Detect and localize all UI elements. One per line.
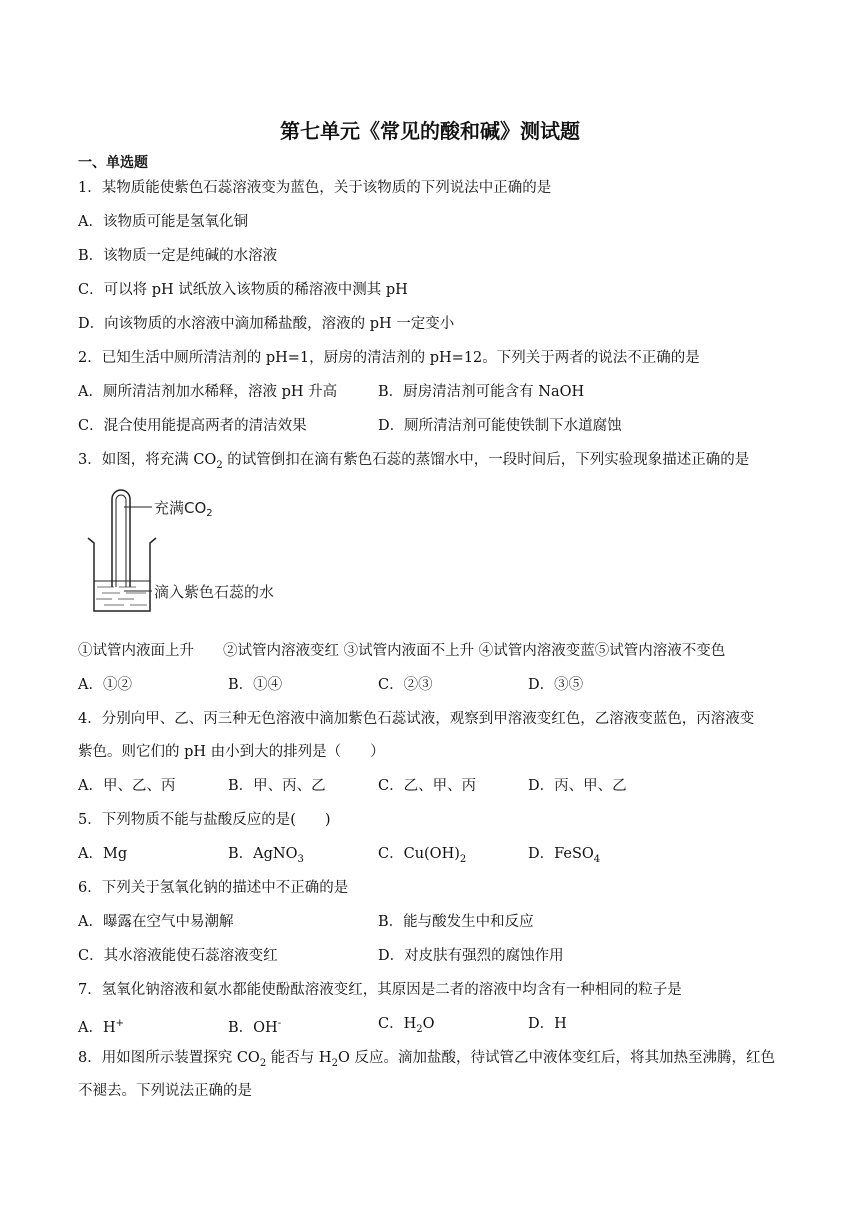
inverted-test-tube-figure bbox=[84, 483, 324, 618]
question-1-option-d: D．向该物质的水溶液中滴加稀盐酸，溶液的 pH 一定变小 bbox=[78, 316, 455, 332]
question-7-option-c: C．$H_2O$ bbox=[378, 1016, 435, 1035]
question-5-option-a: A．Mg bbox=[78, 846, 128, 862]
question-5-option-c: C．$Cu(OH)_2$ bbox=[378, 846, 467, 865]
page-title: 第七单元《常见的酸和碱》测试题 bbox=[280, 119, 580, 143]
question-7-option-a: A．H+ bbox=[78, 1018, 125, 1036]
question-4-option-a: A．甲、乙、丙 bbox=[78, 778, 176, 794]
question-3-statements: ①试管内液面上升 ②试管内溶液变红 ③试管内液面不上升 ④试管内溶液变蓝⑤试管内溶液不变色 bbox=[78, 643, 726, 659]
figure-label-co2: 充满$CO_2$ bbox=[154, 499, 213, 519]
question-1-option-a: A．该物质可能是氢氧化铜 bbox=[78, 214, 248, 230]
question-2-stem: 2．已知生活中厕所清洁剂的 pH=1，厨房的清洁剂的 pH=12。下列关于两者的说法不正确的是 bbox=[78, 350, 700, 366]
question-7-option-d: D．H bbox=[528, 1016, 567, 1032]
question-6-stem: 6．下列关于氢氧化钠的描述中不正确的是 bbox=[78, 880, 349, 896]
question-3-option-d: D．③⑤ bbox=[528, 677, 584, 693]
question-3-option-c: C．②③ bbox=[378, 677, 433, 693]
question-1-option-b: B．该物质一定是纯碱的水溶液 bbox=[78, 248, 278, 264]
question-2-option-d: D．厕所清洁剂可能使铁制下水道腐蚀 bbox=[378, 418, 622, 434]
question-1-option-c: C．可以将 pH 试纸放入该物质的稀溶液中测其 pH bbox=[78, 282, 408, 298]
question-8-stem-line-1: 8．用如图所示装置探究 $CO_2$ 能否与 $H_2O$ 反应。滴加盐酸，待试管乙中液体变红后，将其加热至沸腾，红色 bbox=[78, 1050, 775, 1069]
question-4-option-c: C．乙、甲、丙 bbox=[378, 778, 477, 794]
question-3-option-b: B．①④ bbox=[228, 677, 283, 693]
question-4-stem-line-1: 4．分别向甲、乙、丙三种无色溶液中滴加紫色石蕊试液，观察到甲溶液变红色，乙溶液变蓝色，丙溶液变 bbox=[78, 711, 755, 727]
question-3-stem: 3．如图，将充满 $CO_2$ 的试管倒扣在滴有紫色石蕊的蒸馏水中，一段时间后，下列实验现象描述正确的是 bbox=[78, 452, 750, 471]
question-6-option-d: D．对皮肤有强烈的腐蚀作用 bbox=[378, 948, 564, 964]
question-6-option-b: B．能与酸发生中和反应 bbox=[378, 914, 534, 930]
question-4-option-b: B．甲、丙、乙 bbox=[228, 778, 326, 794]
question-2-option-a: A．厕所清洁剂加水稀释，溶液 pH 升高 bbox=[78, 384, 338, 400]
question-3-option-a: A．①② bbox=[78, 677, 132, 693]
question-2-option-b: B．厨房清洁剂可能含有 NaOH bbox=[378, 384, 585, 400]
question-5-option-d: D．FeSO$_4$ bbox=[528, 846, 601, 865]
question-4-stem-line-2: 紫色。则它们的 pH 由小到大的排列是（ ） bbox=[78, 744, 385, 760]
question-6-option-c: C．其水溶液能使石蕊溶液变红 bbox=[78, 948, 278, 964]
question-6-option-a: A．曝露在空气中易潮解 bbox=[78, 914, 234, 930]
question-5-stem: 5．下列物质不能与盐酸反应的是( ) bbox=[78, 812, 331, 828]
question-4-option-d: D．丙、甲、乙 bbox=[528, 778, 627, 794]
question-1-stem: 1．某物质能使紫色石蕊溶液变为蓝色，关于该物质的下列说法中正确的是 bbox=[78, 180, 552, 196]
question-8-stem-line-2: 不褪去。下列说法正确的是 bbox=[78, 1083, 252, 1099]
question-7-stem: 7．氢氧化钠溶液和氨水都能使酚酞溶液变红，其原因是二者的溶液中均含有一种相同的粒子是 bbox=[78, 982, 682, 998]
question-5-option-b: B．AgNO$_3$ bbox=[228, 846, 304, 865]
question-7-option-b: B．OH- bbox=[228, 1018, 282, 1036]
section-heading: 一、单选题 bbox=[78, 155, 148, 171]
question-2-option-c: C．混合使用能提高两者的清洁效果 bbox=[78, 418, 307, 434]
figure-label-water: 滴入紫色石蕊的水 bbox=[154, 583, 275, 601]
